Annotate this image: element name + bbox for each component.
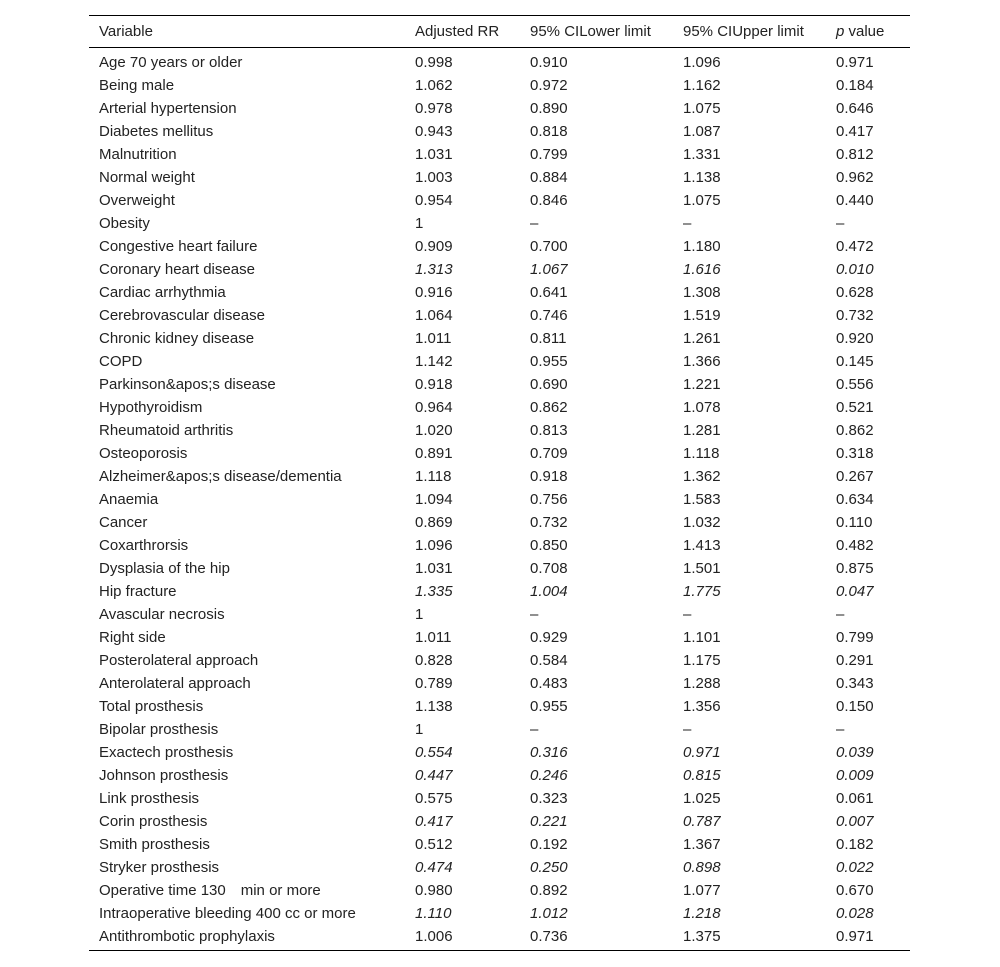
cell-adjusted-rr: 0.980 xyxy=(415,882,453,899)
table-row xyxy=(89,810,910,833)
table-row xyxy=(89,603,910,626)
cell-ci-lower: – xyxy=(530,721,539,738)
cell-ci-upper: 1.366 xyxy=(683,353,721,370)
table-row xyxy=(89,764,910,787)
cell-ci-upper: 1.101 xyxy=(683,629,721,646)
cell-p-value: 0.182 xyxy=(836,836,874,853)
cell-ci-upper: 1.362 xyxy=(683,468,721,485)
cell-p-value: – xyxy=(836,215,845,232)
cell-adjusted-rr: 0.474 xyxy=(415,859,453,876)
cell-variable: Stryker prosthesis xyxy=(99,859,220,876)
table-row xyxy=(89,189,910,212)
cell-variable: COPD xyxy=(99,353,143,370)
cell-variable: Overweight xyxy=(99,192,175,209)
cell-ci-lower: 0.892 xyxy=(530,882,568,899)
cell-p-value: 0.628 xyxy=(836,284,874,301)
cell-variable: Operative time 130 min or more xyxy=(99,882,321,899)
cell-ci-lower: 0.746 xyxy=(530,307,568,324)
cell-adjusted-rr: 0.998 xyxy=(415,54,453,71)
cell-ci-upper: 1.288 xyxy=(683,675,721,692)
table-header xyxy=(89,16,910,48)
table-body xyxy=(89,48,910,951)
cell-ci-upper: 1.175 xyxy=(683,652,721,669)
cell-adjusted-rr: 0.978 xyxy=(415,100,453,117)
cell-variable: Johnson prosthesis xyxy=(99,767,229,784)
header-row xyxy=(89,16,910,48)
cell-ci-upper: 1.367 xyxy=(683,836,721,853)
cell-variable: Antithrombotic prophylaxis xyxy=(99,928,275,945)
table-row xyxy=(89,373,910,396)
cell-p-value: 0.009 xyxy=(836,767,874,784)
table-row xyxy=(89,235,910,258)
table-row xyxy=(89,97,910,120)
cell-ci-lower: 0.316 xyxy=(530,744,568,761)
cell-ci-upper: 1.138 xyxy=(683,169,721,186)
table-row xyxy=(89,925,910,951)
cell-variable: Anaemia xyxy=(99,491,159,508)
cell-adjusted-rr: 1.118 xyxy=(415,468,452,485)
cell-p-value: 0.521 xyxy=(836,399,874,416)
cell-p-value: 0.047 xyxy=(836,583,874,600)
cell-ci-upper: 1.413 xyxy=(683,537,721,554)
cell-adjusted-rr: 0.512 xyxy=(415,836,453,853)
cell-p-value: 0.472 xyxy=(836,238,874,255)
cell-ci-upper: 1.087 xyxy=(683,123,721,140)
cell-ci-upper: – xyxy=(683,721,692,738)
cell-adjusted-rr: 1.062 xyxy=(415,77,453,94)
cell-adjusted-rr: 1.003 xyxy=(415,169,453,186)
cell-p-value: – xyxy=(836,721,845,738)
cell-ci-lower: 0.818 xyxy=(530,123,568,140)
cell-p-value: 0.670 xyxy=(836,882,874,899)
cell-variable: Cardiac arrhythmia xyxy=(99,284,226,301)
cell-variable: Bipolar prosthesis xyxy=(99,721,219,738)
cell-variable: Corin prosthesis xyxy=(99,813,208,830)
cell-ci-lower: 0.192 xyxy=(530,836,568,853)
cell-p-value: 0.417 xyxy=(836,123,874,140)
cell-ci-lower: 1.012 xyxy=(530,905,568,922)
cell-adjusted-rr: 1.006 xyxy=(415,928,453,945)
cell-variable: Being male xyxy=(99,77,175,94)
table-row xyxy=(89,695,910,718)
cell-ci-lower: 1.067 xyxy=(530,261,568,278)
header-adjusted-rr: Adjusted RR xyxy=(415,23,500,40)
cell-adjusted-rr: 0.869 xyxy=(415,514,453,531)
cell-p-value: 0.971 xyxy=(836,928,874,945)
cell-ci-lower: 0.756 xyxy=(530,491,568,508)
cell-ci-upper: 1.096 xyxy=(683,54,721,71)
cell-p-value: 0.267 xyxy=(836,468,874,485)
cell-p-value: 0.318 xyxy=(836,445,874,462)
cell-variable: Parkinson&apos;s disease xyxy=(99,376,276,393)
cell-ci-upper: 1.077 xyxy=(683,882,721,899)
cell-variable: Coxarthrorsis xyxy=(99,537,189,554)
table-row xyxy=(89,419,910,442)
cell-variable: Hip fracture xyxy=(99,583,177,600)
table-row xyxy=(89,166,910,189)
table-row xyxy=(89,856,910,879)
cell-p-value: 0.150 xyxy=(836,698,874,715)
cell-p-value: 0.028 xyxy=(836,905,874,922)
cell-variable: Posterolateral approach xyxy=(99,652,259,669)
cell-ci-upper: 1.519 xyxy=(683,307,721,324)
cell-ci-upper: 1.078 xyxy=(683,399,721,416)
cell-adjusted-rr: 1 xyxy=(415,606,424,623)
cell-p-value: 0.061 xyxy=(836,790,874,807)
cell-ci-lower: 0.884 xyxy=(530,169,568,186)
cell-ci-lower: – xyxy=(530,606,539,623)
table-row xyxy=(89,442,910,465)
cell-variable: Avascular necrosis xyxy=(99,606,225,623)
cell-adjusted-rr: 1.064 xyxy=(415,307,453,324)
cell-variable: Total prosthesis xyxy=(99,698,204,715)
header-p-value xyxy=(826,16,910,48)
table-row xyxy=(89,48,910,75)
cell-ci-upper: 1.356 xyxy=(683,698,721,715)
header-p-suffix: value xyxy=(844,23,885,40)
cell-p-value: 0.799 xyxy=(836,629,874,646)
cell-ci-lower: 0.799 xyxy=(530,146,568,163)
cell-ci-lower: 0.955 xyxy=(530,353,568,370)
table-row xyxy=(89,649,910,672)
cell-variable: Anterolateral approach xyxy=(99,675,251,692)
cell-ci-upper: 1.180 xyxy=(683,238,721,255)
cell-variable: Obesity xyxy=(99,215,150,232)
cell-ci-lower: 0.862 xyxy=(530,399,568,416)
cell-ci-upper: 1.075 xyxy=(683,100,721,117)
cell-ci-upper: 1.616 xyxy=(683,261,721,278)
cell-ci-upper: 1.221 xyxy=(683,376,721,393)
cell-variable: Coronary heart disease xyxy=(99,261,255,278)
cell-ci-lower: 0.700 xyxy=(530,238,568,255)
cell-variable: Arterial hypertension xyxy=(99,100,237,117)
cell-adjusted-rr: 0.964 xyxy=(415,399,453,416)
cell-p-value: 0.862 xyxy=(836,422,874,439)
cell-p-value: 0.010 xyxy=(836,261,874,278)
cell-adjusted-rr: 1.031 xyxy=(415,560,453,577)
cell-ci-lower: 0.323 xyxy=(530,790,568,807)
results-table-container xyxy=(89,15,910,951)
cell-variable: Malnutrition xyxy=(99,146,177,163)
table-row xyxy=(89,511,910,534)
cell-ci-upper: – xyxy=(683,606,692,623)
cell-ci-lower: 0.972 xyxy=(530,77,568,94)
cell-ci-lower: 0.929 xyxy=(530,629,568,646)
cell-ci-lower: 0.910 xyxy=(530,54,568,71)
table-row xyxy=(89,281,910,304)
cell-variable: Age 70 years or older xyxy=(99,54,243,71)
table-row xyxy=(89,787,910,810)
cell-p-value: 0.039 xyxy=(836,744,874,761)
cell-adjusted-rr: 0.918 xyxy=(415,376,453,393)
table-row xyxy=(89,534,910,557)
cell-p-value: 0.184 xyxy=(836,77,874,94)
cell-adjusted-rr: 1.110 xyxy=(415,905,452,922)
cell-adjusted-rr: 1.020 xyxy=(415,422,453,439)
cell-ci-lower: 0.690 xyxy=(530,376,568,393)
cell-adjusted-rr: 1.313 xyxy=(415,261,453,278)
cell-adjusted-rr: 0.417 xyxy=(415,813,453,830)
cell-ci-lower: 0.708 xyxy=(530,560,568,577)
cell-ci-lower: 0.641 xyxy=(530,284,568,301)
cell-variable: Rheumatoid arthritis xyxy=(99,422,234,439)
table-row xyxy=(89,672,910,695)
cell-variable: Chronic kidney disease xyxy=(99,330,255,347)
cell-ci-lower: 0.811 xyxy=(530,330,567,347)
cell-variable: Diabetes mellitus xyxy=(99,123,214,140)
table-row xyxy=(89,327,910,350)
table-row xyxy=(89,879,910,902)
cell-variable: Cerebrovascular disease xyxy=(99,307,265,324)
cell-adjusted-rr: 0.447 xyxy=(415,767,453,784)
cell-p-value: 0.440 xyxy=(836,192,874,209)
table-row xyxy=(89,74,910,97)
cell-adjusted-rr: 1 xyxy=(415,721,424,738)
cell-ci-lower: 0.221 xyxy=(530,813,568,830)
cell-variable: Congestive heart failure xyxy=(99,238,258,255)
cell-ci-upper: 1.583 xyxy=(683,491,721,508)
cell-variable: Smith prosthesis xyxy=(99,836,210,853)
cell-ci-upper: 0.971 xyxy=(683,744,721,761)
table-row xyxy=(89,580,910,603)
cell-ci-upper: 1.281 xyxy=(683,422,721,439)
cell-adjusted-rr: 0.909 xyxy=(415,238,453,255)
cell-ci-lower: 0.918 xyxy=(530,468,568,485)
cell-adjusted-rr: 0.554 xyxy=(415,744,453,761)
cell-adjusted-rr: 1.031 xyxy=(415,146,453,163)
table-row xyxy=(89,350,910,373)
cell-variable: Normal weight xyxy=(99,169,195,186)
cell-adjusted-rr: 0.891 xyxy=(415,445,453,462)
cell-adjusted-rr: 0.828 xyxy=(415,652,453,669)
cell-p-value: 0.343 xyxy=(836,675,874,692)
cell-ci-lower: 0.850 xyxy=(530,537,568,554)
cell-ci-upper: 0.815 xyxy=(683,767,721,784)
header-ci-lower: 95% CILower limit xyxy=(530,23,651,40)
cell-variable: Link prosthesis xyxy=(99,790,200,807)
cell-ci-upper: 1.308 xyxy=(683,284,721,301)
cell-ci-upper: 1.261 xyxy=(683,330,721,347)
cell-ci-lower: 1.004 xyxy=(530,583,568,600)
cell-p-value: 0.971 xyxy=(836,54,874,71)
cell-p-value: 0.110 xyxy=(836,514,873,531)
cell-p-value: 0.812 xyxy=(836,146,874,163)
cell-variable: Right side xyxy=(99,629,166,646)
cell-ci-upper: 1.775 xyxy=(683,583,721,600)
header-variable: Variable xyxy=(99,23,153,40)
cell-ci-lower: 0.736 xyxy=(530,928,568,945)
table-row xyxy=(89,488,910,511)
cell-p-value: 0.634 xyxy=(836,491,874,508)
cell-adjusted-rr: 1.335 xyxy=(415,583,453,600)
cell-p-value: 0.291 xyxy=(836,652,874,669)
cell-ci-lower: 0.483 xyxy=(530,675,568,692)
cell-p-value: 0.556 xyxy=(836,376,874,393)
cell-adjusted-rr: 1.011 xyxy=(415,629,452,646)
cell-ci-lower: 0.813 xyxy=(530,422,568,439)
table-row xyxy=(89,557,910,580)
cell-p-value: 0.962 xyxy=(836,169,874,186)
table-row xyxy=(89,718,910,741)
cell-adjusted-rr: 0.575 xyxy=(415,790,453,807)
table-row xyxy=(89,396,910,419)
table-row xyxy=(89,902,910,925)
cell-adjusted-rr: 0.916 xyxy=(415,284,453,301)
cell-p-value: 0.007 xyxy=(836,813,874,830)
cell-ci-lower: 0.584 xyxy=(530,652,568,669)
cell-adjusted-rr: 1.142 xyxy=(415,353,453,370)
cell-ci-upper: 1.375 xyxy=(683,928,721,945)
cell-adjusted-rr: 0.954 xyxy=(415,192,453,209)
cell-ci-upper: 0.898 xyxy=(683,859,721,876)
cell-adjusted-rr: 1 xyxy=(415,215,424,232)
cell-ci-lower: 0.732 xyxy=(530,514,568,531)
table-row xyxy=(89,120,910,143)
cell-variable: Exactech prosthesis xyxy=(99,744,234,761)
cell-adjusted-rr: 1.138 xyxy=(415,698,453,715)
header-ci-upper: 95% CIUpper limit xyxy=(683,23,804,40)
cell-variable: Dysplasia of the hip xyxy=(99,560,230,577)
cell-adjusted-rr: 1.094 xyxy=(415,491,453,508)
cell-ci-upper: 1.218 xyxy=(683,905,721,922)
cell-ci-upper: 1.331 xyxy=(683,146,721,163)
table-row xyxy=(89,304,910,327)
cell-p-value: – xyxy=(836,606,845,623)
cell-adjusted-rr: 0.943 xyxy=(415,123,453,140)
table-row xyxy=(89,465,910,488)
cell-variable: Hypothyroidism xyxy=(99,399,203,416)
table-row xyxy=(89,212,910,235)
results-table xyxy=(89,15,910,951)
cell-p-value: 0.920 xyxy=(836,330,874,347)
table-row xyxy=(89,741,910,764)
cell-p-value: 0.022 xyxy=(836,859,874,876)
cell-ci-lower: 0.846 xyxy=(530,192,568,209)
cell-p-value: 0.482 xyxy=(836,537,874,554)
cell-p-value: 0.875 xyxy=(836,560,874,577)
cell-ci-upper: – xyxy=(683,215,692,232)
cell-ci-upper: 1.025 xyxy=(683,790,721,807)
cell-ci-lower: 0.955 xyxy=(530,698,568,715)
cell-variable: Osteoporosis xyxy=(99,445,188,462)
cell-ci-upper: 1.501 xyxy=(683,560,721,577)
cell-ci-lower: 0.890 xyxy=(530,100,568,117)
cell-adjusted-rr: 1.096 xyxy=(415,537,453,554)
cell-ci-upper: 1.162 xyxy=(683,77,721,94)
cell-p-value: 0.732 xyxy=(836,307,874,324)
cell-variable: Cancer xyxy=(99,514,148,531)
header-p-letter: p xyxy=(836,23,845,40)
cell-ci-upper: 1.075 xyxy=(683,192,721,209)
cell-variable: Alzheimer&apos;s disease/dementia xyxy=(99,468,342,485)
table-row xyxy=(89,833,910,856)
cell-ci-upper: 1.118 xyxy=(683,445,720,462)
cell-ci-lower: – xyxy=(530,215,539,232)
table-row xyxy=(89,258,910,281)
cell-adjusted-rr: 0.789 xyxy=(415,675,453,692)
table-row xyxy=(89,143,910,166)
cell-adjusted-rr: 1.011 xyxy=(415,330,452,347)
cell-p-value: 0.646 xyxy=(836,100,874,117)
cell-p-value: 0.145 xyxy=(836,353,874,370)
cell-ci-lower: 0.250 xyxy=(530,859,568,876)
cell-variable: Intraoperative bleeding 400 cc or more xyxy=(99,905,356,922)
cell-ci-upper: 0.787 xyxy=(683,813,721,830)
cell-ci-upper: 1.032 xyxy=(683,514,721,531)
cell-ci-lower: 0.246 xyxy=(530,767,568,784)
table-row xyxy=(89,626,910,649)
cell-ci-lower: 0.709 xyxy=(530,445,568,462)
